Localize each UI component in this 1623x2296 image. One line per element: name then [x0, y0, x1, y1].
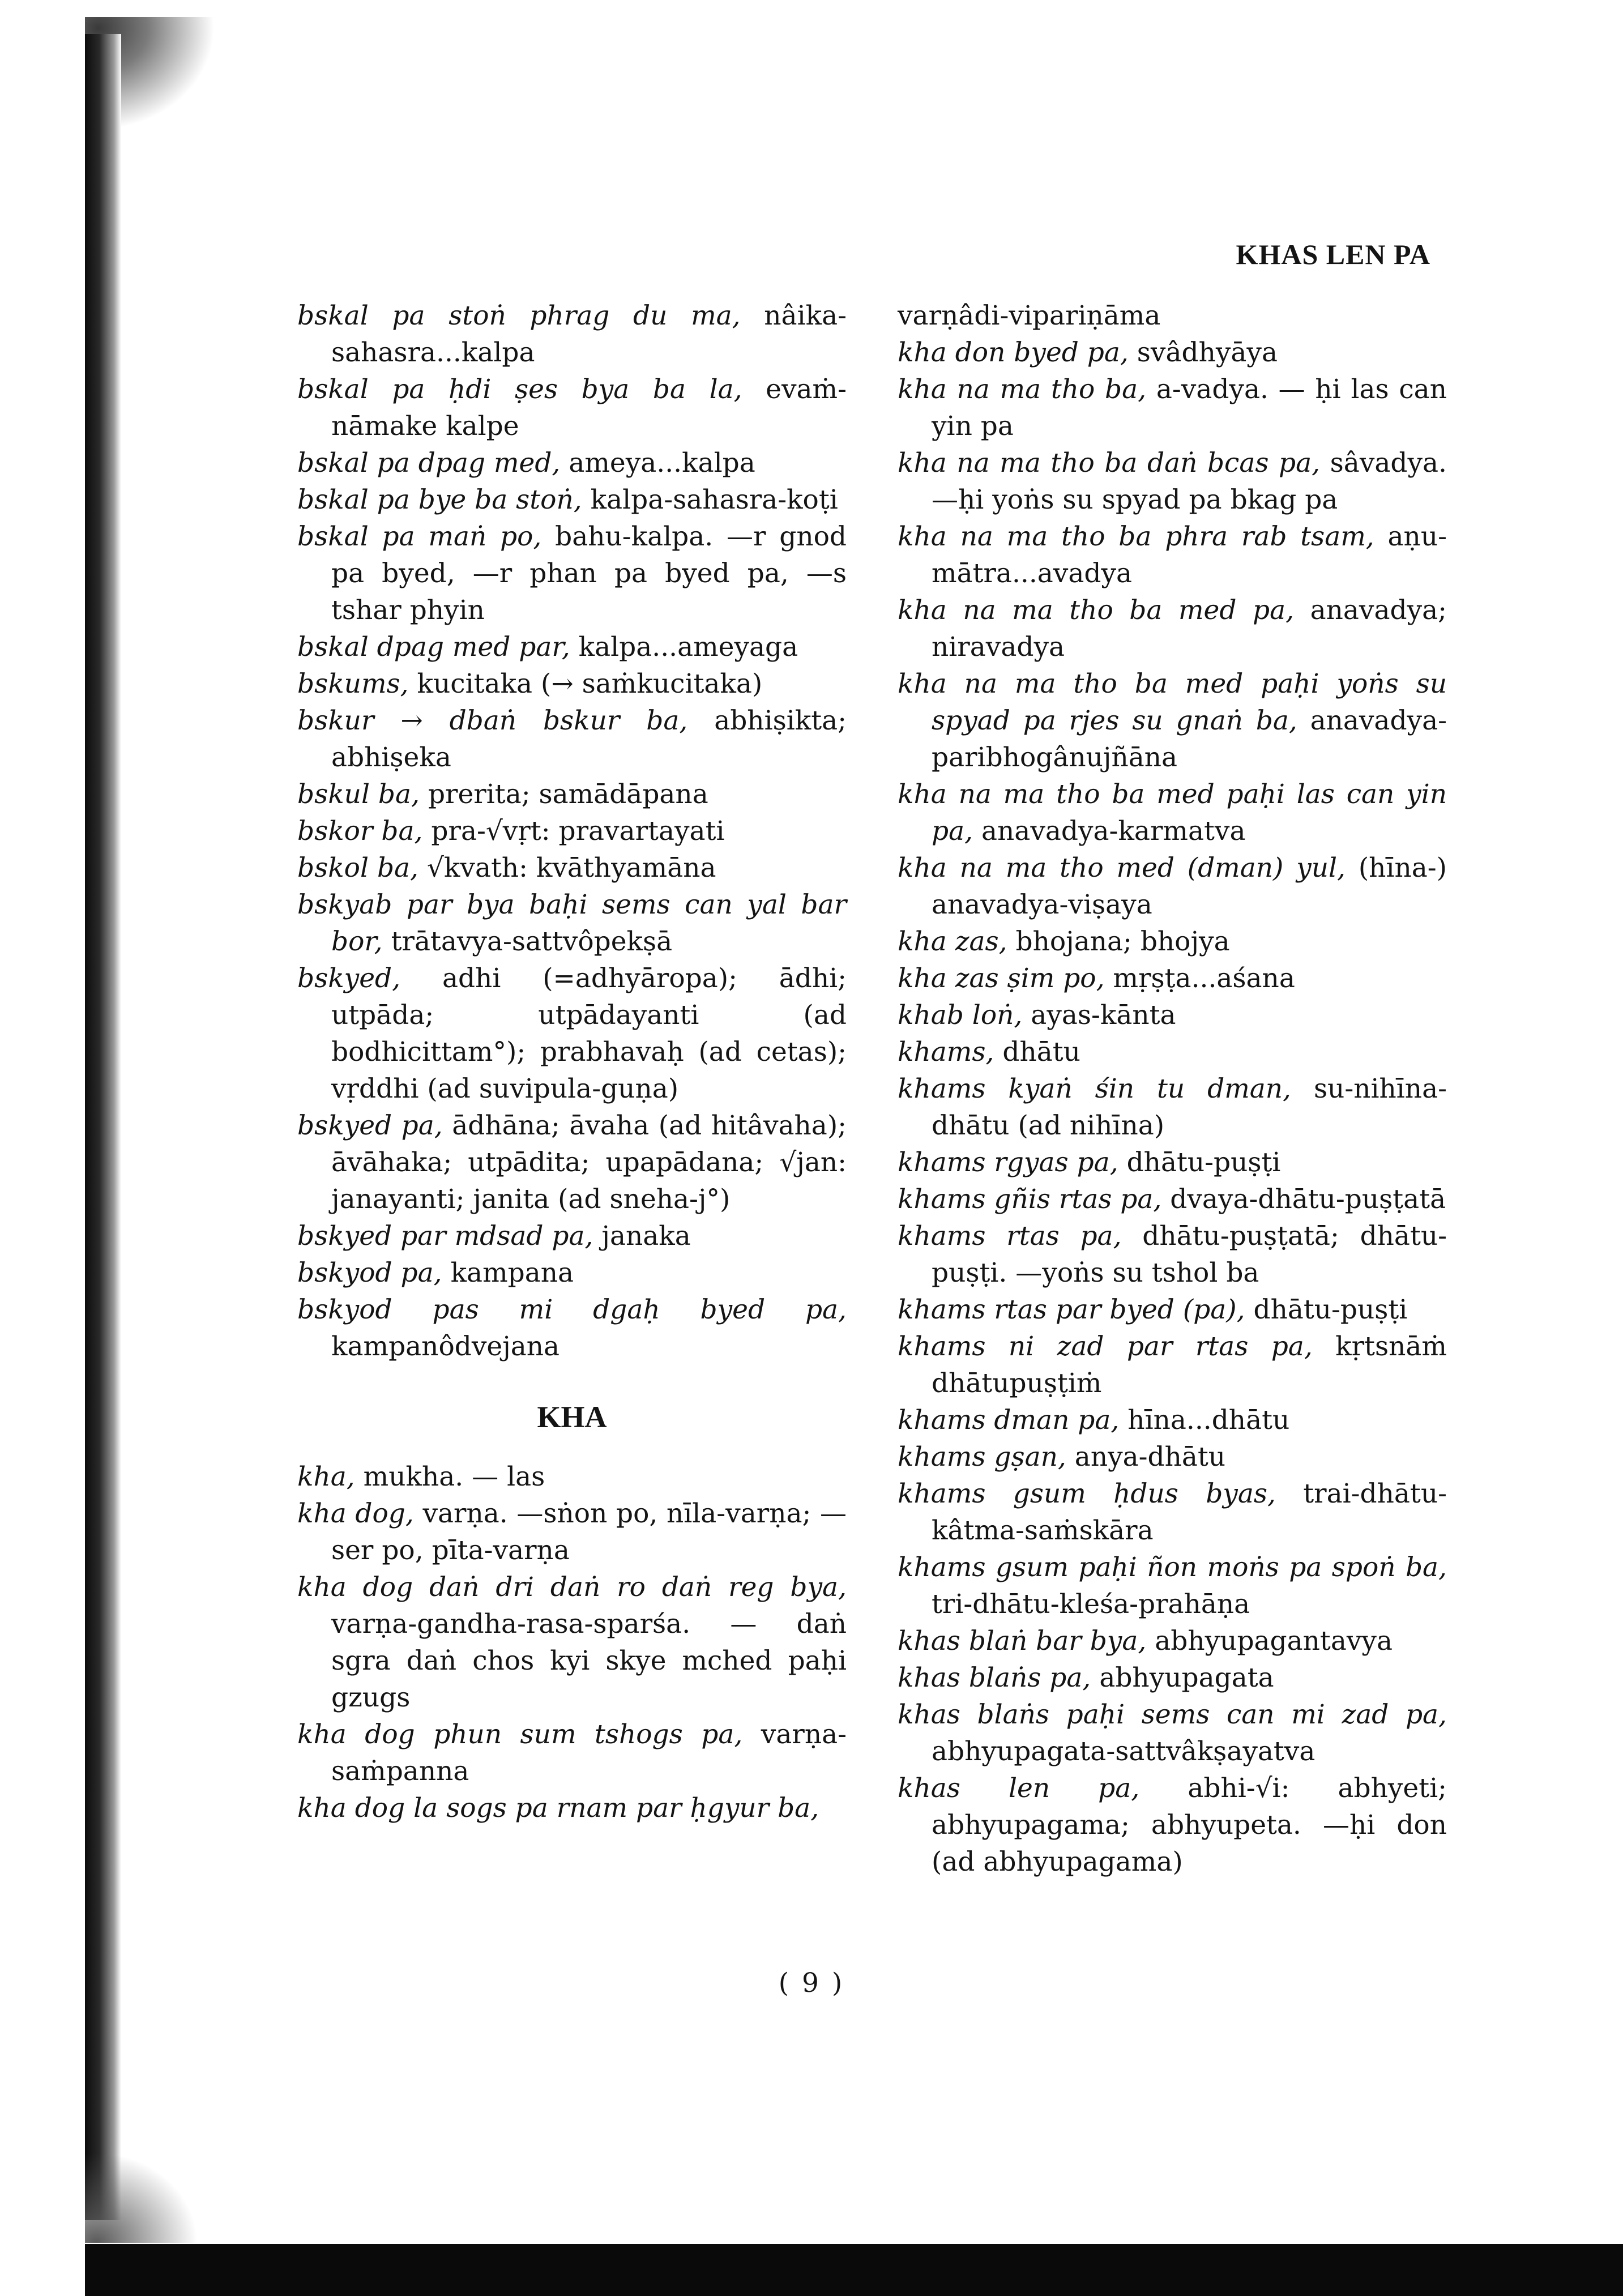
- tibetan-headword: khams rtas pa,: [898, 1220, 1122, 1252]
- tibetan-headword: kha dog,: [297, 1498, 414, 1529]
- tibetan-headword: kha dog daṅ dri daṅ ro daṅ reg bya,: [297, 1572, 847, 1603]
- dictionary-entry: [297, 960, 847, 1107]
- dictionary-entry: [898, 1623, 1447, 1659]
- sanskrit-equivalent: bhojana; bhojya: [1015, 926, 1230, 957]
- sanskrit-equivalent: bahu-kalpa. —r gnod pa byed, —r phan pa byed pa, —s tshar phyin: [331, 521, 847, 626]
- dictionary-entry: [297, 850, 847, 886]
- tibetan-headword: bskor ba,: [297, 816, 423, 847]
- tibetan-headword: kha,: [297, 1461, 355, 1492]
- sanskrit-equivalent: mṛṣṭa...aśana: [1113, 963, 1295, 994]
- tibetan-headword: khams dman pa,: [898, 1405, 1120, 1436]
- tibetan-headword: kha zas,: [898, 926, 1007, 957]
- tibetan-headword: kha na ma tho ba,: [898, 374, 1147, 405]
- dictionary-entry: [297, 445, 847, 481]
- sanskrit-equivalent: dhātu-puṣṭatā; dhātu-puṣṭi. —yoṅs su tshol ba: [932, 1220, 1447, 1288]
- dictionary-entry: [898, 960, 1447, 997]
- dictionary-entry: [898, 665, 1447, 776]
- dictionary-entry: [898, 518, 1447, 592]
- tibetan-headword: khas blaṅ bar bya,: [898, 1625, 1147, 1657]
- dictionary-entry: [297, 776, 847, 813]
- sanskrit-equivalent: varṇa. —sṅon po, nīla-varṇa; —ser po, pīta-varṇa: [331, 1498, 847, 1566]
- dictionary-entry: [898, 1328, 1447, 1402]
- sanskrit-equivalent: mukha. — las: [363, 1461, 545, 1492]
- tibetan-headword: khams ni zad par rtas pa,: [898, 1331, 1313, 1362]
- sanskrit-equivalent: ayas-kānta: [1031, 1000, 1176, 1031]
- dictionary-entry: [297, 1716, 847, 1790]
- tibetan-headword: bskums,: [297, 668, 409, 699]
- sanskrit-equivalent: tri-dhātu-kleśa-prahāṇa: [932, 1589, 1250, 1620]
- tibetan-headword: khams gñis rtas pa,: [898, 1184, 1162, 1215]
- dictionary-entry: [297, 629, 847, 665]
- tibetan-headword: khams kyaṅ śin tu dman,: [898, 1073, 1291, 1104]
- tibetan-headword: khams rgyas pa,: [898, 1147, 1118, 1178]
- tibetan-headword: bskal pa maṅ po,: [297, 521, 542, 552]
- sanskrit-equivalent: nâika-sahasra...kalpa: [331, 300, 847, 368]
- sanskrit-equivalent: a-vadya. — ḥi las can yin pa: [932, 374, 1447, 442]
- tibetan-headword: kha dog la sogs pa rnam par ḥgyur ba,: [297, 1793, 819, 1824]
- tibetan-headword: khas len pa,: [898, 1773, 1140, 1804]
- sanskrit-equivalent: hīna...dhātu: [1127, 1405, 1290, 1436]
- tibetan-headword: khams rtas par byed (pa),: [898, 1294, 1245, 1325]
- sanskrit-equivalent: abhyupagata: [1099, 1662, 1274, 1693]
- tibetan-headword: bskyod pa,: [297, 1257, 442, 1288]
- tibetan-headword: bskal pa ḥdi ṣes bya ba la,: [297, 374, 742, 405]
- sanskrit-equivalent: abhiṣikta; abhiṣeka: [331, 705, 847, 773]
- left-column: [297, 297, 847, 1826]
- sanskrit-equivalent: sâvadya. —ḥi yoṅs su spyad pa bkag pa: [932, 447, 1447, 515]
- dictionary-entry: [898, 1549, 1447, 1623]
- dictionary-entry: [898, 1696, 1447, 1770]
- dictionary-entry: [297, 1569, 847, 1716]
- dictionary-entry: [898, 1218, 1447, 1291]
- sanskrit-equivalent: prerita; samādāpana: [428, 779, 708, 810]
- tibetan-headword: bskul ba,: [297, 779, 420, 810]
- sanskrit-equivalent: anavadya-paribhogânujñāna: [932, 705, 1447, 773]
- dictionary-entry: [297, 886, 847, 960]
- left-entry-list: [297, 297, 847, 1365]
- right-entry-list: [898, 297, 1447, 1880]
- dictionary-entry: [898, 1070, 1447, 1144]
- tibetan-headword: bskyed par mdsad pa,: [297, 1220, 593, 1252]
- dictionary-entry: [898, 1291, 1447, 1328]
- dictionary-entry: [898, 1770, 1447, 1880]
- sanskrit-equivalent: svâdhyāya: [1137, 337, 1278, 368]
- dictionary-entry: [297, 481, 847, 518]
- scan-shadow-bottom: [85, 2152, 198, 2243]
- dictionary-entry: [297, 702, 847, 776]
- sanskrit-equivalent: (hīna-) anavadya-viṣaya: [932, 852, 1447, 920]
- dictionary-entry: [898, 592, 1447, 665]
- sanskrit-equivalent: kalpa-sahasra-koṭi: [590, 484, 838, 515]
- sanskrit-equivalent: varṇa-gandha-rasa-sparśa. — daṅ sgra daṅ chos kyi skye mched paḥi gzugs: [331, 1608, 847, 1713]
- dictionary-entry: [297, 1107, 847, 1218]
- dictionary-entry: [898, 850, 1447, 923]
- dictionary-entry: [898, 445, 1447, 518]
- sanskrit-equivalent: kṛtsnāṁ dhātupuṣṭiṁ: [932, 1331, 1447, 1399]
- tibetan-headword: bskyed pa,: [297, 1110, 443, 1141]
- dictionary-entry: [297, 518, 847, 629]
- tibetan-headword: kha na ma tho med (dman) yul,: [898, 852, 1346, 884]
- dictionary-entry: [898, 1475, 1447, 1549]
- dictionary-entry: [297, 1291, 847, 1365]
- sanskrit-equivalent: trai-dhātu-kâtma-saṁskāra: [932, 1478, 1447, 1546]
- sanskrit-equivalent: pra-√vṛt: pravartayati: [431, 816, 725, 847]
- tibetan-headword: bskal pa bye ba stoṅ,: [297, 484, 582, 515]
- scan-left-edge: [85, 34, 121, 2220]
- dictionary-entry: [898, 776, 1447, 850]
- dictionary-entry: [297, 1458, 847, 1495]
- right-column: [898, 297, 1447, 1880]
- sanskrit-equivalent: adhi (=adhyāropa); ādhi; utpāda; utpādayanti (ad bodhicittam°); prabhavaḥ (ad cetas); vṛddhi (ad suvipula-guṇa): [331, 963, 847, 1104]
- scan-bottom-edge: [85, 2244, 1623, 2296]
- sanskrit-equivalent: dvaya-dhātu-puṣṭatā: [1170, 1184, 1446, 1215]
- dictionary-entry: [297, 1790, 847, 1826]
- dictionary-entry: [297, 813, 847, 850]
- dictionary-entry: [297, 665, 847, 702]
- sanskrit-equivalent: evaṁ-nāmake kalpe: [331, 374, 847, 442]
- sanskrit-equivalent: kampana: [450, 1257, 574, 1288]
- dictionary-entry: [898, 297, 1447, 334]
- sanskrit-equivalent: varṇa-saṁpanna: [331, 1719, 847, 1787]
- sanskrit-equivalent: √kvath: kvāthyamāna: [426, 852, 716, 884]
- dictionary-entry: [898, 1181, 1447, 1218]
- tibetan-headword: khas blaṅs paḥi sems can mi zad pa,: [898, 1699, 1447, 1730]
- sanskrit-equivalent: abhyupagantavya: [1155, 1625, 1393, 1657]
- sanskrit-equivalent: dhātu: [1002, 1036, 1080, 1068]
- sanskrit-equivalent: kalpa...ameyaga: [578, 631, 798, 663]
- sanskrit-equivalent: dhātu-puṣṭi: [1126, 1147, 1281, 1178]
- dictionary-entry: [898, 1439, 1447, 1475]
- sanskrit-equivalent: kucitaka (→ saṁkucitaka): [417, 668, 763, 699]
- sanskrit-equivalent: janaka: [601, 1220, 691, 1252]
- tibetan-headword: bskyab par bya baḥi sems can yal bar bor,: [297, 889, 847, 957]
- tibetan-headword: khams gsum ḥdus byas,: [898, 1478, 1276, 1509]
- dictionary-entry: [898, 1144, 1447, 1181]
- sanskrit-equivalent: anavadya; niravadya: [932, 595, 1447, 663]
- left-entry-list-kha: [297, 1458, 847, 1826]
- tibetan-headword: bskal pa stoṅ phrag du ma,: [297, 300, 741, 331]
- tibetan-headword: bskyed,: [297, 963, 401, 994]
- page-number: ( 9 ): [778, 1968, 845, 1999]
- tibetan-headword: khams gṣan,: [898, 1441, 1066, 1473]
- dictionary-entry: [297, 1254, 847, 1291]
- dictionary-entry: [297, 1218, 847, 1254]
- tibetan-headword: bskyod pas mi dgaḥ byed pa,: [297, 1294, 847, 1325]
- sanskrit-equivalent: ameya...kalpa: [569, 447, 755, 479]
- tibetan-headword: kha na ma tho ba med pa,: [898, 595, 1295, 626]
- tibetan-headword: kha na ma tho ba med paḥi yoṅs su spyad pa rjes su gnaṅ ba,: [898, 668, 1447, 736]
- sanskrit-equivalent: anya-dhātu: [1074, 1441, 1226, 1473]
- running-head: KHAS LEN PA: [1236, 238, 1430, 270]
- tibetan-headword: bskol ba,: [297, 852, 419, 884]
- tibetan-headword: kha na ma tho ba med paḥi las can yin pa,: [898, 779, 1447, 847]
- tibetan-headword: kha dog phun sum tshogs pa,: [297, 1719, 743, 1750]
- sanskrit-equivalent: varṇâdi-vipariṇāma: [898, 300, 1161, 331]
- dictionary-entry: [297, 297, 847, 371]
- sanskrit-equivalent: su-nihīna-dhātu (ad nihīna): [932, 1073, 1447, 1141]
- tibetan-headword: bskur → dbaṅ bskur ba,: [297, 705, 688, 736]
- dictionary-entry: [898, 997, 1447, 1034]
- tibetan-headword: khab loṅ,: [898, 1000, 1023, 1031]
- section-heading: KHA: [537, 1400, 607, 1434]
- tibetan-headword: kha na ma tho ba phra rab tsam,: [898, 521, 1374, 552]
- dictionary-entry: [898, 334, 1447, 371]
- sanskrit-equivalent: dhātu-puṣṭi: [1253, 1294, 1408, 1325]
- dictionary-entry: [898, 923, 1447, 960]
- dictionary-entry: [297, 1495, 847, 1569]
- dictionary-entry: [297, 371, 847, 445]
- tibetan-headword: kha don byed pa,: [898, 337, 1129, 368]
- sanskrit-equivalent: anavadya-karmatva: [981, 816, 1246, 847]
- tibetan-headword: bskal dpag med par,: [297, 631, 570, 663]
- dictionary-entry: [898, 371, 1447, 445]
- tibetan-headword: khams,: [898, 1036, 994, 1068]
- tibetan-headword: bskal pa dpag med,: [297, 447, 561, 479]
- tibetan-headword: khas blaṅs pa,: [898, 1662, 1091, 1693]
- tibetan-headword: kha na ma tho ba daṅ bcas pa,: [898, 447, 1321, 479]
- dictionary-entry: [898, 1402, 1447, 1439]
- sanskrit-equivalent: trātavya-sattvôpekṣā: [391, 926, 673, 957]
- sanskrit-equivalent: aṇu-mātra...avadya: [932, 521, 1447, 589]
- dictionary-entry: [898, 1034, 1447, 1070]
- sanskrit-equivalent: ādhāna; āvaha (ad hitâvaha); āvāhaka; utpādita; upapādana; √jan: janayanti; janita (ad sneha-j°): [331, 1110, 847, 1215]
- sanskrit-equivalent: abhyupagata-sattvâkṣayatva: [932, 1736, 1316, 1767]
- tibetan-headword: kha zas ṣim po,: [898, 963, 1105, 994]
- dictionary-entry: [898, 1659, 1447, 1696]
- sanskrit-equivalent: kampanôdvejana: [331, 1331, 560, 1362]
- sanskrit-equivalent: abhi-√i: abhyeti; abhyupagama; abhyupeta. —ḥi don (ad abhyupagama): [932, 1773, 1447, 1877]
- tibetan-headword: khams gsum paḥi ñon moṅs pa spoṅ ba,: [898, 1552, 1447, 1583]
